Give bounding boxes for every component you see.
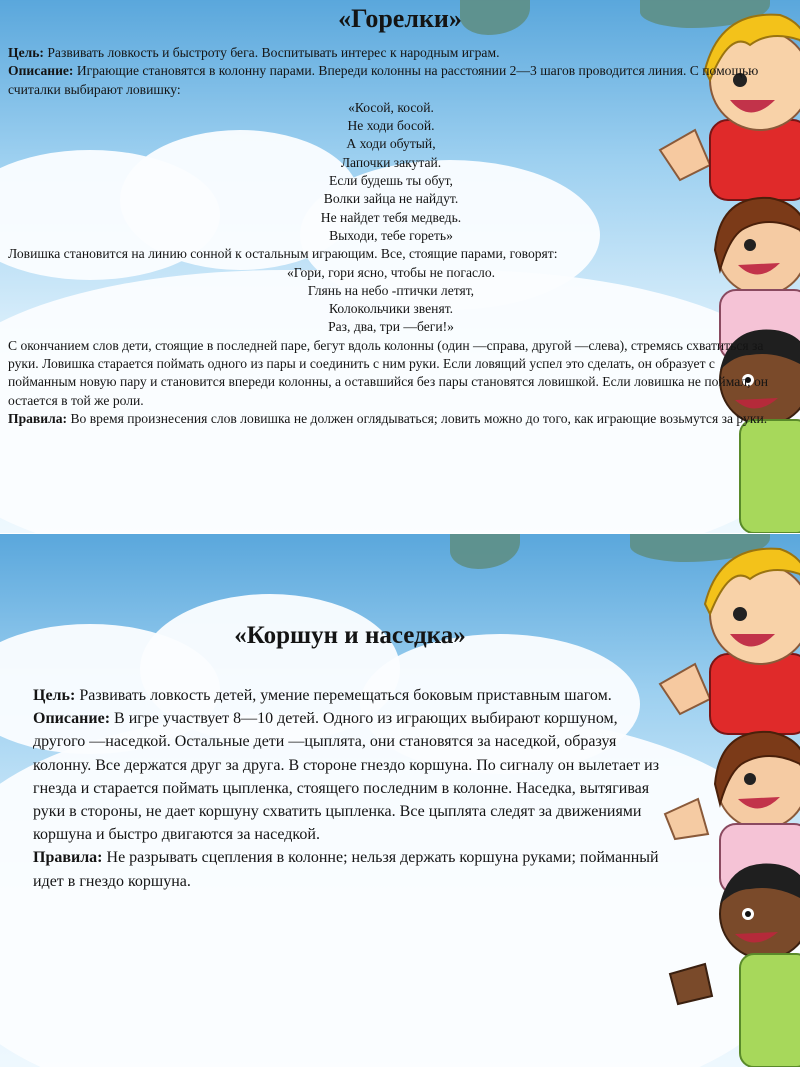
goal-paragraph <box>33 684 663 707</box>
slide-title: «Горелки» <box>338 4 462 33</box>
rhyme-line: Раз, два, три —беги!» <box>328 319 454 335</box>
cartoon-kids-illustration <box>650 534 800 1067</box>
slide-gorelki <box>0 0 800 533</box>
chant-rhyme <box>8 264 774 337</box>
rhyme-line: Выходи, тебе гореть» <box>329 227 453 243</box>
goal-label: Цель: <box>8 45 44 60</box>
description-text: Играющие становятся в колонну парами. Впереди колонны на расстоянии 2—3 шагов проводится линия. С помощью считалки выбирают ловишку: <box>8 63 759 97</box>
description-label: Описание: <box>8 63 74 79</box>
slide-korshun <box>0 534 800 1067</box>
description-paragraph <box>8 62 774 99</box>
rules-label: Правила: <box>33 849 103 867</box>
slide-title: «Коршун и наседка» <box>234 622 466 649</box>
rhyme-line: Не ходи босой. <box>347 118 435 134</box>
rules-text: Во время произнесения слов ловишка не должен оглядываться; ловить можно до того, как играющие возьмутся за руки. <box>67 410 768 426</box>
rhyme-line: Лапочки закутай. <box>340 154 442 170</box>
rules-paragraph <box>8 410 774 428</box>
rhyme-line: Волки зайца не найдут. <box>323 191 459 207</box>
counting-rhyme <box>8 99 774 245</box>
leaf-decoration <box>450 534 520 569</box>
rules-text: Не разрывать сцепления в колонне; нельзя держать коршуна руками; пойманный идет в гнездо коршуна. <box>33 849 659 890</box>
rhyme-line: Глянь на небо -птички летят, <box>307 282 475 298</box>
game-description <box>8 44 774 428</box>
rhyme-line: «Гори, гори ясно, чтобы не погасло. <box>286 264 496 280</box>
rhyme-line: Не найдет тебя медведь. <box>320 209 462 225</box>
end-paragraph: С окончанием слов дети, стоящие в последней паре, бегут вдоль колонны (один —справа, другой —слева), стремясь схватиться за руки. Ловишка старается поймать одного из пары и соединить с ним руки. Если ловящий успел это сделать, он образует с пойманным новую пару и становится впереди колонны, а оставшийся без пары становятся ловишкой. Если ловишка не поймал, он остается в той же роли. <box>8 337 769 408</box>
goal-paragraph <box>8 44 774 62</box>
middle-paragraph: Ловишка становится на линию сонной к остальным играющим. Все, стоящие парами, говорят: <box>8 246 558 262</box>
description-text: В игре участвует 8—10 детей. Одного из играющих выбирают коршуном, другого —наседкой. Остальные дети —цыплята, они становятся за наседкой, образуя колонну. Все держатся друг за друга. В стороне гнездо коршуна. По сигналу он вылетает из гнезда и старается поймать цыпленка, стоящего последним в колонне. Наседка, вытягивая руки в стороны, не дает коршуну схватить цыпленка. Все цыплята следят за движениями коршуна и быстро двигаются за наседкой. <box>33 710 660 844</box>
goal-text: Развивать ловкость и быстроту бега. Воспитывать интерес к народным играм. <box>43 45 500 60</box>
rhyme-line: «Косой, косой. <box>348 99 434 115</box>
rules-paragraph <box>33 846 663 892</box>
game-description <box>33 684 663 893</box>
rhyme-line: А ходи обутый, <box>346 136 436 152</box>
description-paragraph <box>33 707 663 846</box>
description-label: Описание: <box>33 710 111 728</box>
goal-text: Развивать ловкость детей, умение перемещаться боковым приставным шагом. <box>75 687 612 704</box>
goal-label: Цель: <box>33 687 76 704</box>
rules-label: Правила: <box>8 410 68 426</box>
rhyme-line: Колокольчики звенят. <box>328 301 454 317</box>
rhyme-line: Если будешь ты обут, <box>329 173 453 189</box>
